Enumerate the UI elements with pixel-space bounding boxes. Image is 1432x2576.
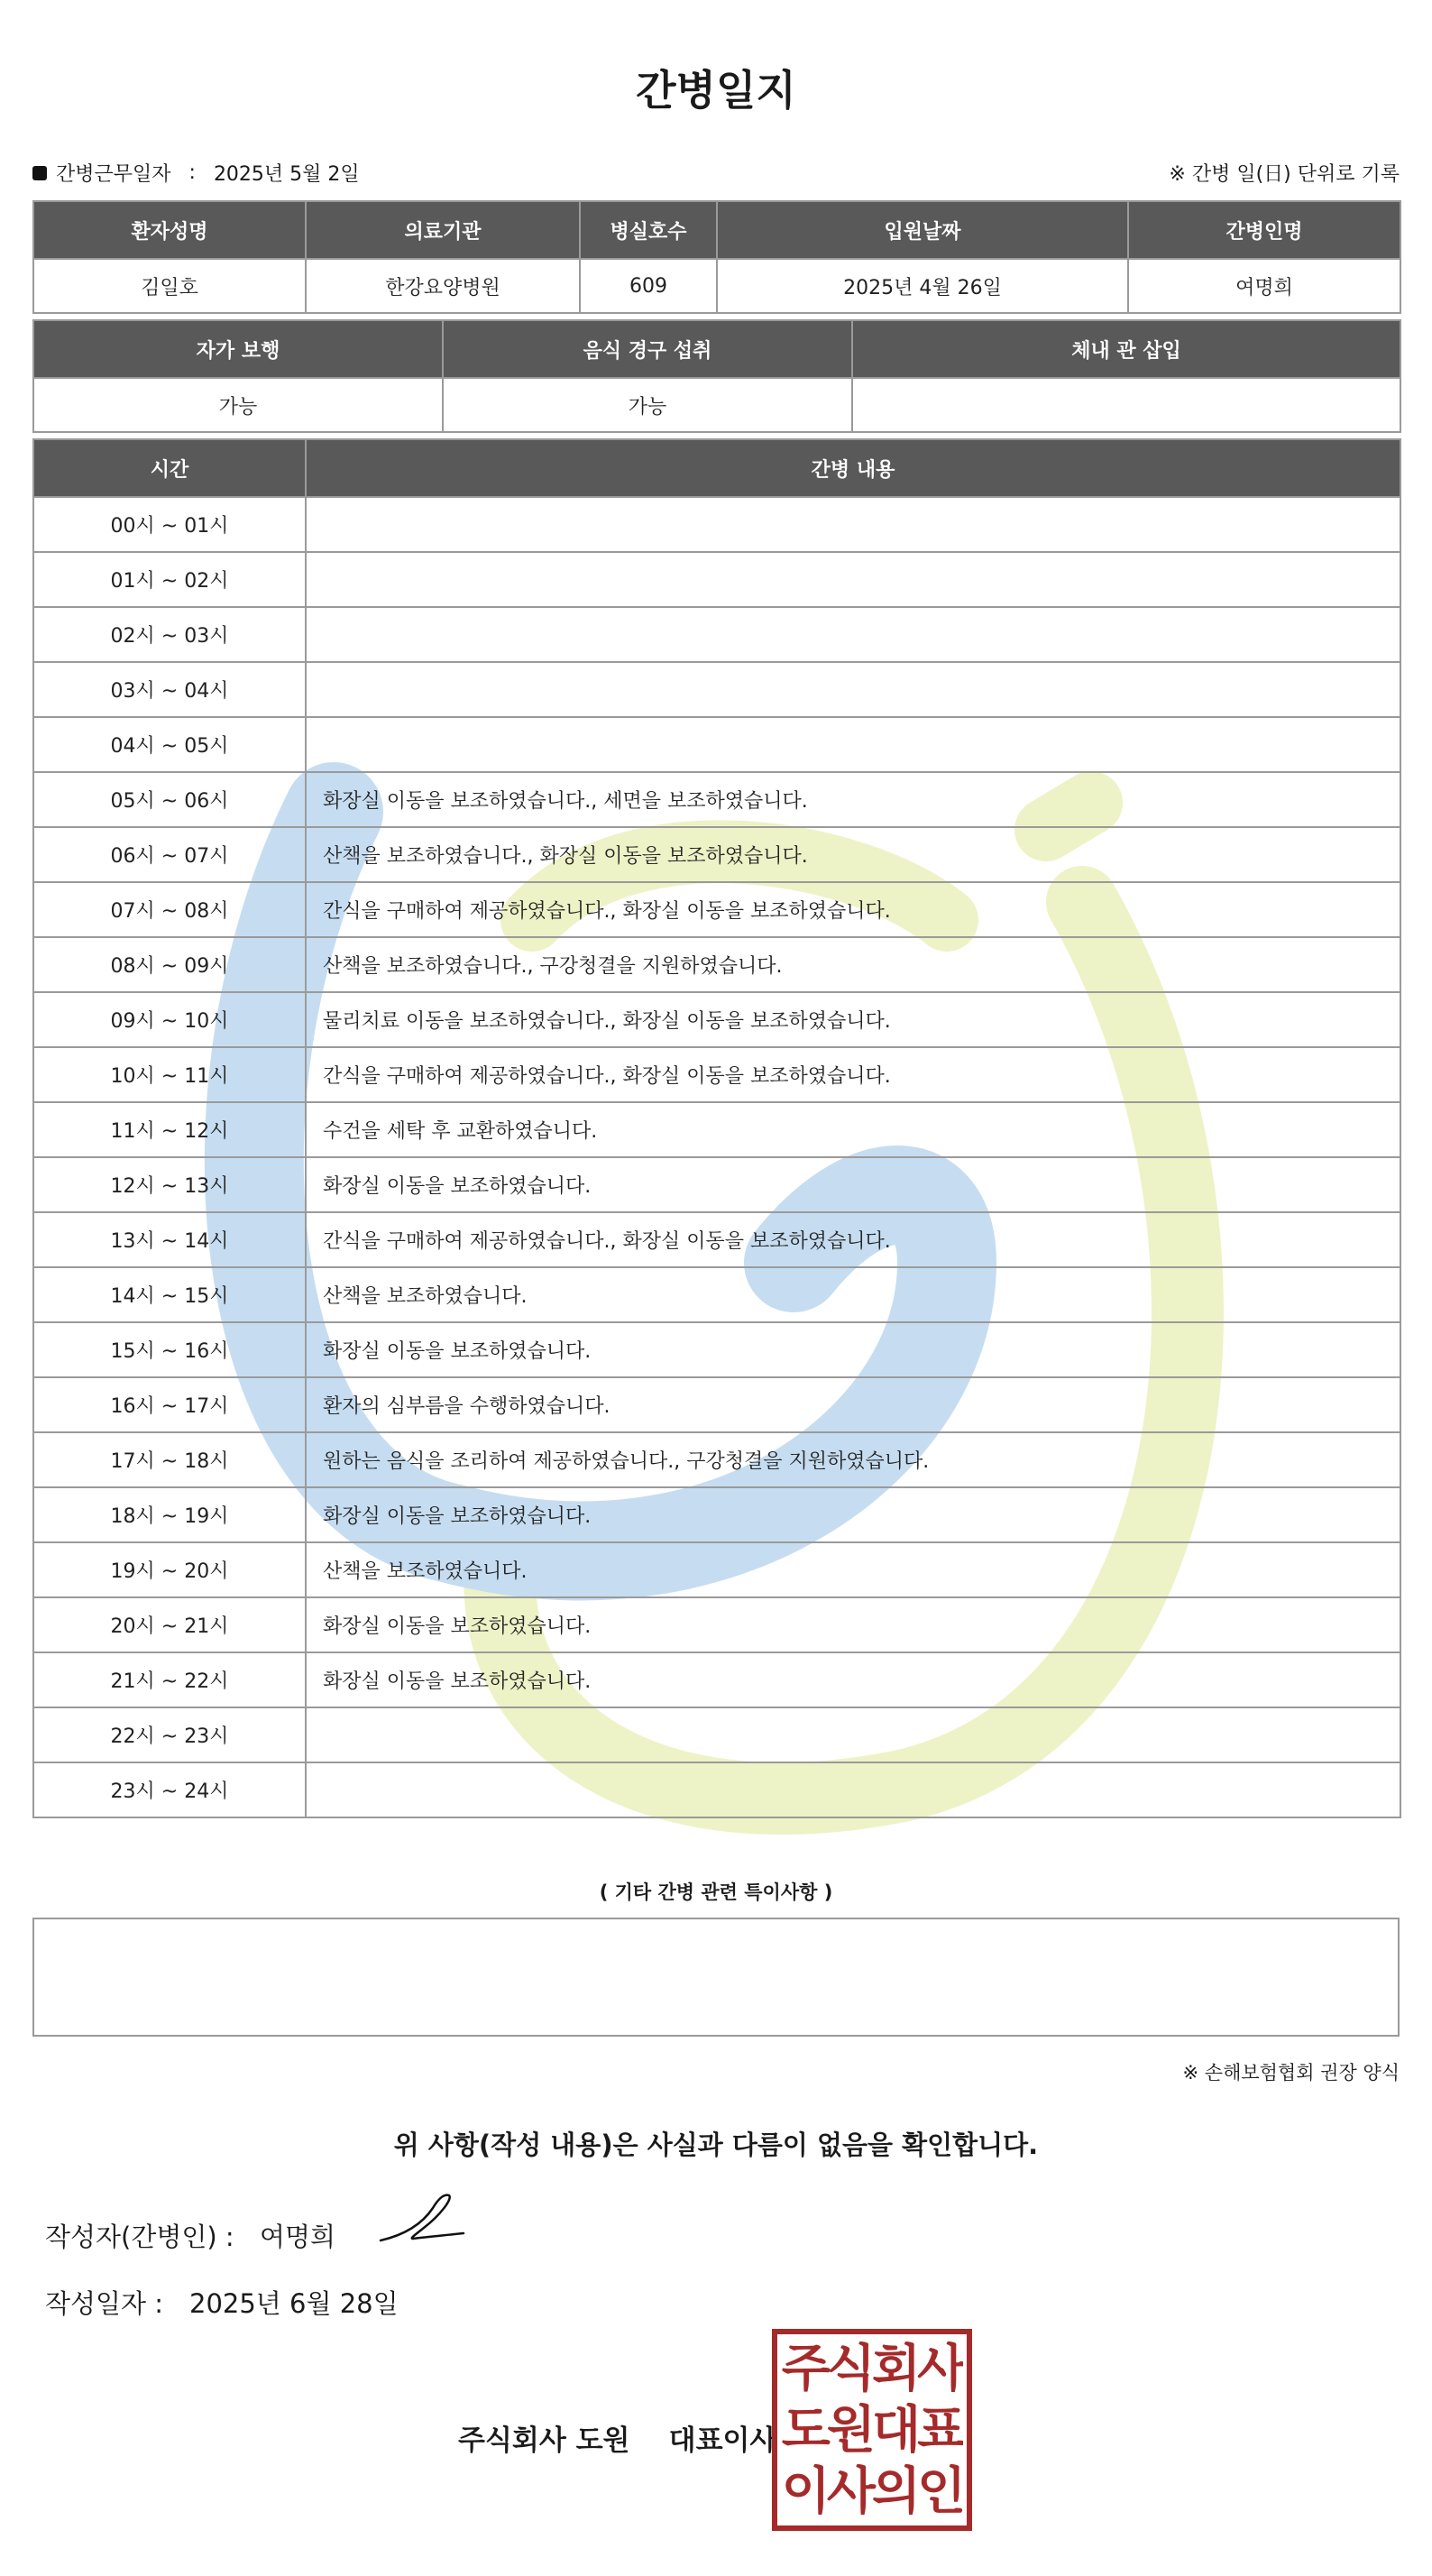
patient-info-table xyxy=(32,200,1401,314)
header-care-content: 간병 내용 xyxy=(306,439,1400,497)
care-row xyxy=(33,1542,1400,1597)
care-row xyxy=(33,497,1400,552)
care-row xyxy=(33,1487,1400,1542)
care-row xyxy=(33,1652,1400,1707)
care-row xyxy=(33,827,1400,882)
care-row xyxy=(33,607,1400,662)
care-row xyxy=(33,937,1400,992)
value-tube-insertion xyxy=(852,378,1400,432)
care-row-time: 20시 ~ 21시 xyxy=(33,1597,306,1652)
value-self-walking: 가능 xyxy=(33,378,443,432)
header-caregiver: 간병인명 xyxy=(1128,201,1400,259)
seal-line-2: 도원대표 xyxy=(781,2401,963,2460)
care-row-time: 03시 ~ 04시 xyxy=(33,662,306,717)
care-row-time: 13시 ~ 14시 xyxy=(33,1212,306,1267)
care-row xyxy=(33,662,1400,717)
care-row-content: 산책을 보조하였습니다., 화장실 이동을 보조하였습니다. xyxy=(306,827,1400,882)
care-row xyxy=(33,1432,1400,1487)
care-row-time: 14시 ~ 15시 xyxy=(33,1267,306,1322)
care-row xyxy=(33,1102,1400,1157)
work-date-line xyxy=(32,159,360,187)
care-row-time: 06시 ~ 07시 xyxy=(33,827,306,882)
care-row xyxy=(33,1322,1400,1377)
care-row xyxy=(33,1157,1400,1212)
care-row-content: 간식을 구매하여 제공하였습니다., 화장실 이동을 보조하였습니다. xyxy=(306,882,1400,937)
confirm-statement: 위 사항(작성 내용)은 사실과 다름이 없음을 확인합니다. xyxy=(393,2130,1039,2160)
unit-note: ※ 간병 일(日) 단위로 기록 xyxy=(1169,163,1400,186)
care-row-content: 수건을 세탁 후 교환하였습니다. xyxy=(306,1102,1400,1157)
care-row-content xyxy=(306,497,1400,552)
header-hospital: 의료기관 xyxy=(306,201,580,259)
care-row-time: 19시 ~ 20시 xyxy=(33,1542,306,1597)
care-row-time: 09시 ~ 10시 xyxy=(33,992,306,1047)
care-row-time: 22시 ~ 23시 xyxy=(33,1707,306,1762)
care-row-content: 화장실 이동을 보조하였습니다. xyxy=(306,1322,1400,1377)
work-date-separator: : xyxy=(188,161,196,184)
company-seal-stamp xyxy=(772,2329,972,2531)
status-header-row xyxy=(33,320,1400,378)
value-patient-name: 김일호 xyxy=(33,259,306,313)
seal-line-1: 주식회사 xyxy=(781,2340,963,2398)
care-row-content: 물리치료 이동을 보조하였습니다., 화장실 이동을 보조하였습니다. xyxy=(306,992,1400,1047)
care-row-content: 화장실 이동을 보조하였습니다. xyxy=(306,1597,1400,1652)
care-row-time: 08시 ~ 09시 xyxy=(33,937,306,992)
care-row-time: 11시 ~ 12시 xyxy=(33,1102,306,1157)
care-row-time: 18시 ~ 19시 xyxy=(33,1487,306,1542)
special-notes-box xyxy=(32,1918,1400,2037)
author-label: 작성자(간병인) : xyxy=(45,2222,234,2252)
care-row-content: 간식을 구매하여 제공하였습니다., 화장실 이동을 보조하였습니다. xyxy=(306,1047,1400,1102)
header-tube-insertion: 체내 관 삽입 xyxy=(852,320,1400,378)
header-oral-intake: 음식 경구 섭취 xyxy=(443,320,852,378)
care-row-time: 00시 ~ 01시 xyxy=(33,497,306,552)
care-row-content: 화장실 이동을 보조하였습니다. xyxy=(306,1487,1400,1542)
care-row xyxy=(33,1762,1400,1817)
header-time: 시간 xyxy=(33,439,306,497)
care-row xyxy=(33,1267,1400,1322)
care-row-content: 화장실 이동을 보조하였습니다., 세면을 보조하였습니다. xyxy=(306,772,1400,827)
value-room: 609 xyxy=(580,259,717,313)
care-row-content: 원하는 음식을 조리하여 제공하였습니다., 구강청결을 지원하였습니다. xyxy=(306,1432,1400,1487)
value-oral-intake: 가능 xyxy=(443,378,852,432)
header-admit-date: 입원날짜 xyxy=(717,201,1128,259)
care-row-content xyxy=(306,717,1400,772)
patient-header-row xyxy=(33,201,1400,259)
care-row-content xyxy=(306,552,1400,607)
care-row-time: 07시 ~ 08시 xyxy=(33,882,306,937)
insurance-note: ※ 손해보험협회 권장 양식 xyxy=(1182,2062,1400,2084)
patient-value-row xyxy=(33,259,1400,313)
care-row xyxy=(33,1707,1400,1762)
work-date-label: 간병근무일자 xyxy=(56,163,171,186)
status-table xyxy=(32,319,1401,433)
care-row-content xyxy=(306,1707,1400,1762)
care-row-time: 02시 ~ 03시 xyxy=(33,607,306,662)
care-row-content: 간식을 구매하여 제공하였습니다., 화장실 이동을 보조하였습니다. xyxy=(306,1212,1400,1267)
care-row-content: 산책을 보조하였습니다., 구강청결을 지원하였습니다. xyxy=(306,937,1400,992)
care-row xyxy=(33,1597,1400,1652)
care-row xyxy=(33,1047,1400,1102)
care-row-content: 산책을 보조하였습니다. xyxy=(306,1542,1400,1597)
care-row-content: 화장실 이동을 보조하였습니다. xyxy=(306,1652,1400,1707)
care-row-content: 환자의 심부름을 수행하였습니다. xyxy=(306,1377,1400,1432)
written-date-label: 작성일자 : xyxy=(45,2288,164,2319)
page-title: 간병일지 xyxy=(636,66,796,115)
value-hospital: 한강요양병원 xyxy=(306,259,580,313)
company-signature: 주식회사 도원 대표이사 xyxy=(458,2424,777,2457)
care-row-time: 15시 ~ 16시 xyxy=(33,1322,306,1377)
written-date-value: 2025년 6월 28일 xyxy=(189,2288,399,2319)
care-row xyxy=(33,992,1400,1047)
seal-line-3: 이사의인 xyxy=(781,2462,963,2521)
care-row xyxy=(33,717,1400,772)
header-room: 병실호수 xyxy=(580,201,717,259)
care-row-time: 21시 ~ 22시 xyxy=(33,1652,306,1707)
care-row-time: 17시 ~ 18시 xyxy=(33,1432,306,1487)
value-admit-date: 2025년 4월 26일 xyxy=(717,259,1128,313)
bullet-square-icon xyxy=(32,166,47,180)
care-row-time: 05시 ~ 06시 xyxy=(33,772,306,827)
author-name: 여명희 xyxy=(260,2222,336,2252)
care-row xyxy=(33,552,1400,607)
status-value-row xyxy=(33,378,1400,432)
signature-image xyxy=(377,2188,467,2251)
care-row xyxy=(33,882,1400,937)
care-row-content xyxy=(306,662,1400,717)
care-row-content xyxy=(306,607,1400,662)
care-header-row xyxy=(33,439,1400,497)
care-row-time: 23시 ~ 24시 xyxy=(33,1762,306,1817)
care-row-content: 화장실 이동을 보조하였습니다. xyxy=(306,1157,1400,1212)
care-row-time: 16시 ~ 17시 xyxy=(33,1377,306,1432)
work-date-value: 2025년 5월 2일 xyxy=(213,163,360,186)
care-row xyxy=(33,1212,1400,1267)
header-self-walking: 자가 보행 xyxy=(33,320,443,378)
care-row-content xyxy=(306,1762,1400,1817)
care-row-time: 04시 ~ 05시 xyxy=(33,717,306,772)
care-log-table xyxy=(32,438,1401,1818)
care-row-time: 01시 ~ 02시 xyxy=(33,552,306,607)
care-row xyxy=(33,772,1400,827)
care-row-time: 12시 ~ 13시 xyxy=(33,1157,306,1212)
value-caregiver: 여명희 xyxy=(1128,259,1400,313)
header-patient-name: 환자성명 xyxy=(33,201,306,259)
care-row-content: 산책을 보조하였습니다. xyxy=(306,1267,1400,1322)
care-row-time: 10시 ~ 11시 xyxy=(33,1047,306,1102)
care-row xyxy=(33,1377,1400,1432)
special-notes-label: ( 기타 간병 관련 특이사항 ) xyxy=(599,1881,833,1903)
